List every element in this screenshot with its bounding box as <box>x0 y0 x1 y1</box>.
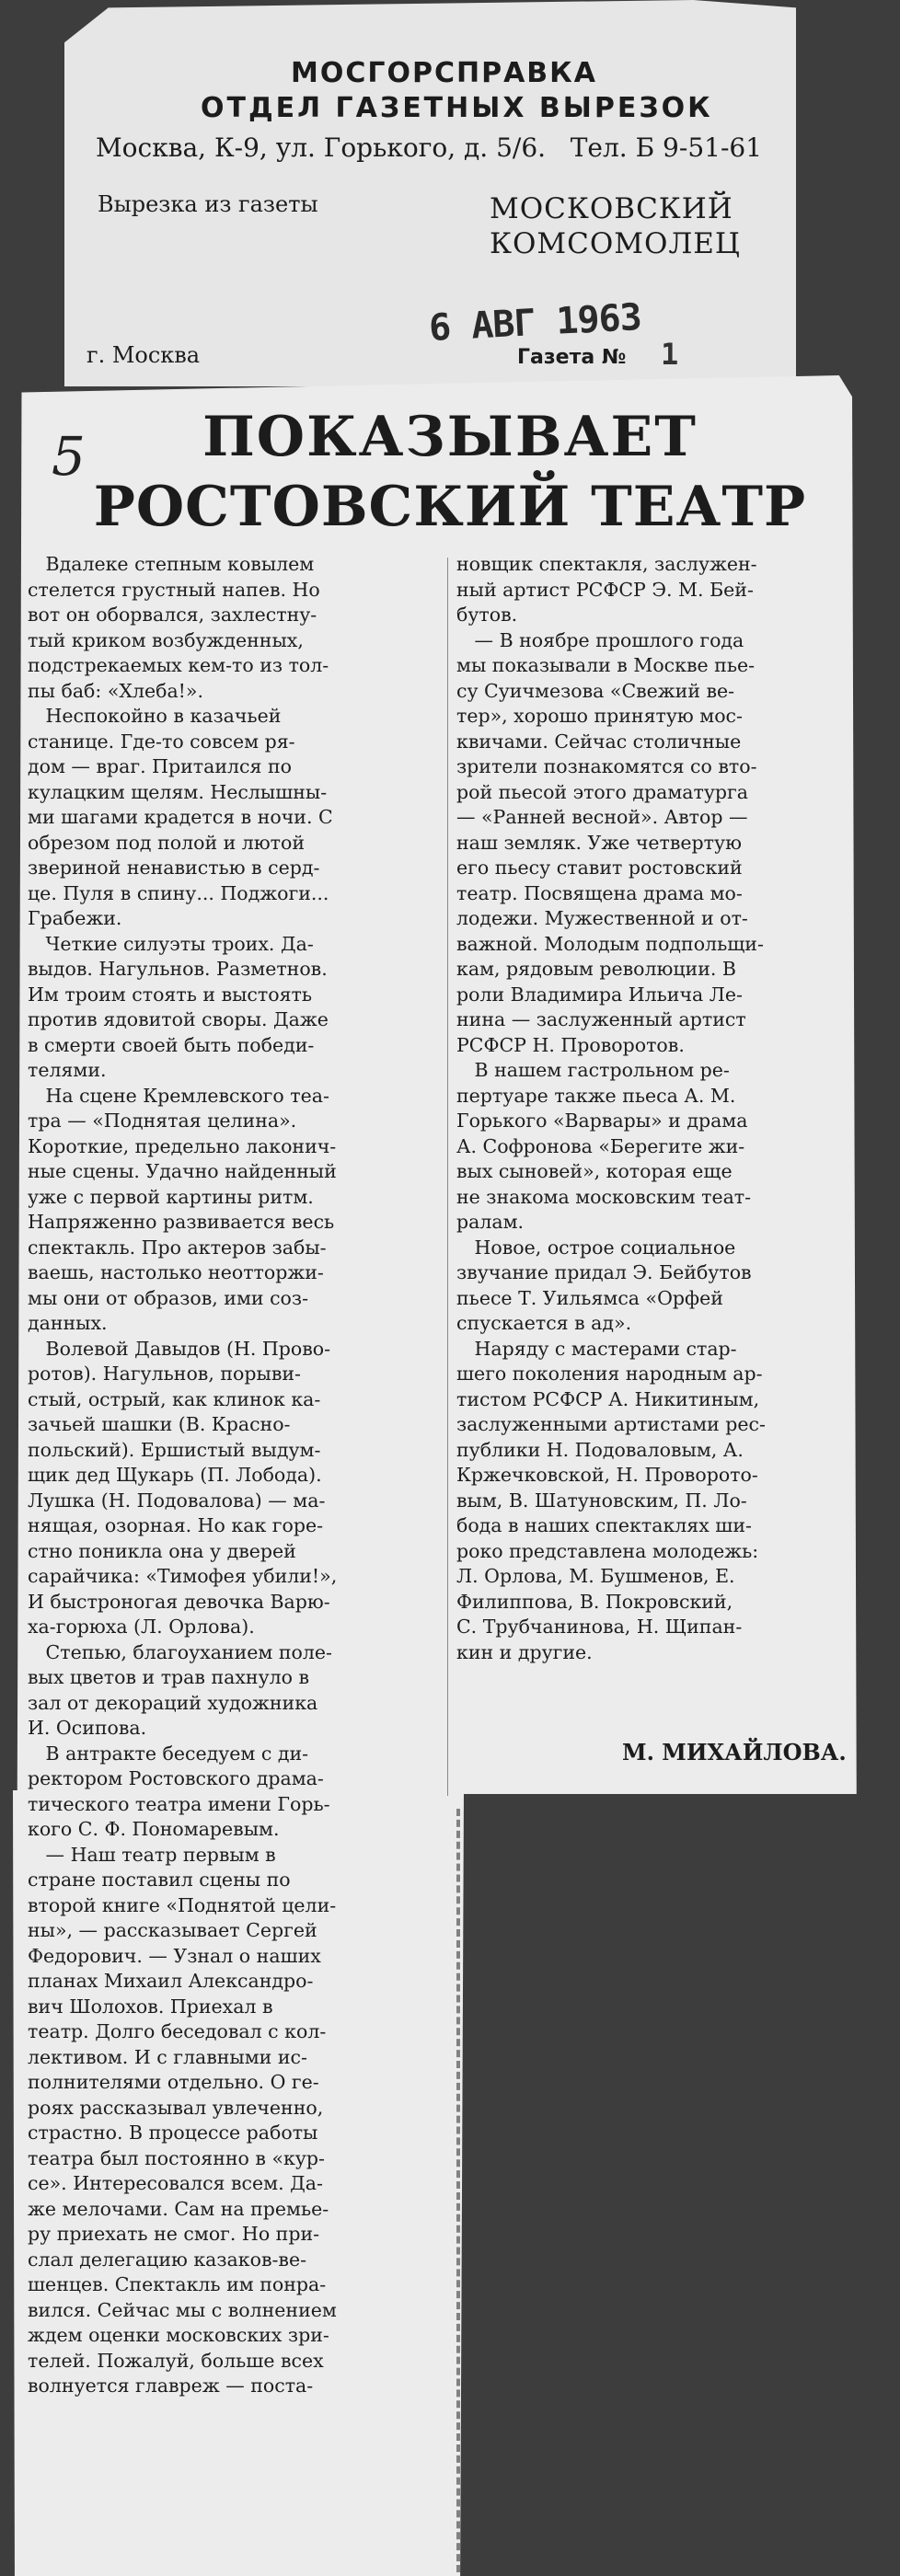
bureau-name: МОСГОРСПРАВКА <box>291 57 597 89</box>
newspaper-name <box>490 191 741 261</box>
tear-edge-marks <box>456 1809 466 2572</box>
author-signature: М. МИХАЙЛОВА. <box>622 1739 847 1765</box>
column-divider <box>447 558 448 1796</box>
city-label: г. Москва <box>87 342 201 368</box>
cut-from-label: Вырезка из газеты <box>98 191 318 217</box>
newspaper-name-line1: МОСКОВСКИЙ <box>490 192 733 225</box>
gazeta-number: 1 <box>661 337 679 372</box>
article-column-left: Вдалеке степным ковылем стелется грустный напев. Но вот он оборвался, захлестну- тый криком возбужденных, подстрекаемых кем-то из тол- пы баб: «Хлеба!». Неспокойно в казачьей станице. Где-то совсем ря- дом — враг. Притаился по кулацким щелям. Неслышны- ми шагами крадется в ночи. С обрезом под полой и лютой звериной ненавистью в серд- це. Пуля в спину... Поджоги... Грабежи. Четкие силуэты троих. Да- выдов. Нагульнов. Разметнов. Им троим стоять и выстоять против ядовитой своры. Даже в смерти своей быть победи- телями. На сцене Кремлевского теа- тра — «Поднятая целина». Короткие, предельно лаконич- ные сцены. Удачно найденный уже с первой картины ритм. Напряженно развивается весь спектакль. Про актеров забы- ваешь, настолько неотторжи- мы они от образов, ими соз- данных. Волевой Давыдов (Н. Прово- ротов). Нагульнов, порыви- стый, острый, как клинок ка- зачьей шашки (В. Красно- польский). Ершистый выдум- щик дед Щукарь (П. Лобода). Лушка (Н. Подовалова) — ма- нящая, озорная. Но как горе- стно поникла она у дверей сарайчика: «Тимофея убили!», И быстроногая девочка Варю- ха-горюха (Л. Орлова). Степью, благоуханием поле- вых цветов и трав пахнуло в зал от декораций художника И. Осипова. В антракте беседуем с ди- ректором Ростовского драма- тического театра имени Горь- кого С. Ф. Пономаревым. — Наш театр первым в стране поставил сцены по второй книге «Поднятой цели- ны», — рассказывает Сергей Федорович. — Узнал о наших планах Михаил Александро- вич Шолохов. Приехал в театр. Долго беседовал с кол- лективом. И с главными ис- полнителями отдельно. О ге- роях рассказывал увлеченно, страстно. В процессе работы театра был постоянно в «кур- се». Интересовался всем. Да- же мелочами. Сам на премье- ру приехать не смог. Но при- слал делегацию казаков-ве- шенцев. Спектакль им понра- вился. Сейчас мы с волнением ждем оценки московских зри- телей. Пожалуй, больше всех волнуется главреж — поста- <box>28 553 338 2397</box>
handwritten-number: 5 <box>52 425 86 488</box>
bureau-address: Москва, К-9, ул. Горького, д. 5/6. Тел. Б 9-51-61 <box>96 132 763 163</box>
article-title-line1: ПОКАЗЫВАЕТ <box>202 405 698 469</box>
bureau-department: ОТДЕЛ ГАЗЕТНЫХ ВЫРЕЗОК <box>201 92 713 124</box>
gazeta-label: Газета № <box>517 346 627 369</box>
article-column-right: новщик спектакля, заслужен- ный артист РСФСР Э. М. Бей- бутов. — В ноябре прошлого года мы показывали в Москве пье- су Суичмезова «Свежий ве- тер», хорошо принятую мос- квичами. Сейчас столичные зрители познакомятся со вто- рой пьесой этого драматурга — «Ранней весной». Автор — наш земляк. Уже четвертую его пьесу ставит ростовский театр. Посвящена драма мо- лодежи. Мужественной и от- важной. Молодым подпольщи- кам, рядовым революции. В роли Владимира Ильича Ле- нина — заслуженный артист РСФСР Н. Проворотов. В нашем гастрольном ре- пертуаре также пьеса А. М. Горького «Варвары» и драма А. Софронова «Берегите жи- вых сыновей», которая еще не знакома московским теат- ралам. Новое, острое социальное звучание придал Э. Бейбутов пьесе Т. Уильямса «Орфей спускается в ад». Наряду с мастерами стар- шего поколения народным ар- тистом РСФСР А. Никитиным, заслуженными артистами рес- публики Н. Подоваловым, А. Кржечковской, Н. Проворото- вым, В. Шатуновским, П. Ло- бода в наших спектаклях ши- роко представлена молодежь: Л. Орлова, М. Бушменов, Е. Филиппова, В. Покровский, С. Трубчанинова, Н. Щипан- кин и другие. <box>456 553 766 1663</box>
date-stamp: 6 АВГ 1963 <box>427 295 642 351</box>
newspaper-name-line2: КОМСОМОЛЕЦ <box>490 227 741 260</box>
article-title-line2: РОСТОВСКИЙ ТЕАТР <box>93 475 807 539</box>
